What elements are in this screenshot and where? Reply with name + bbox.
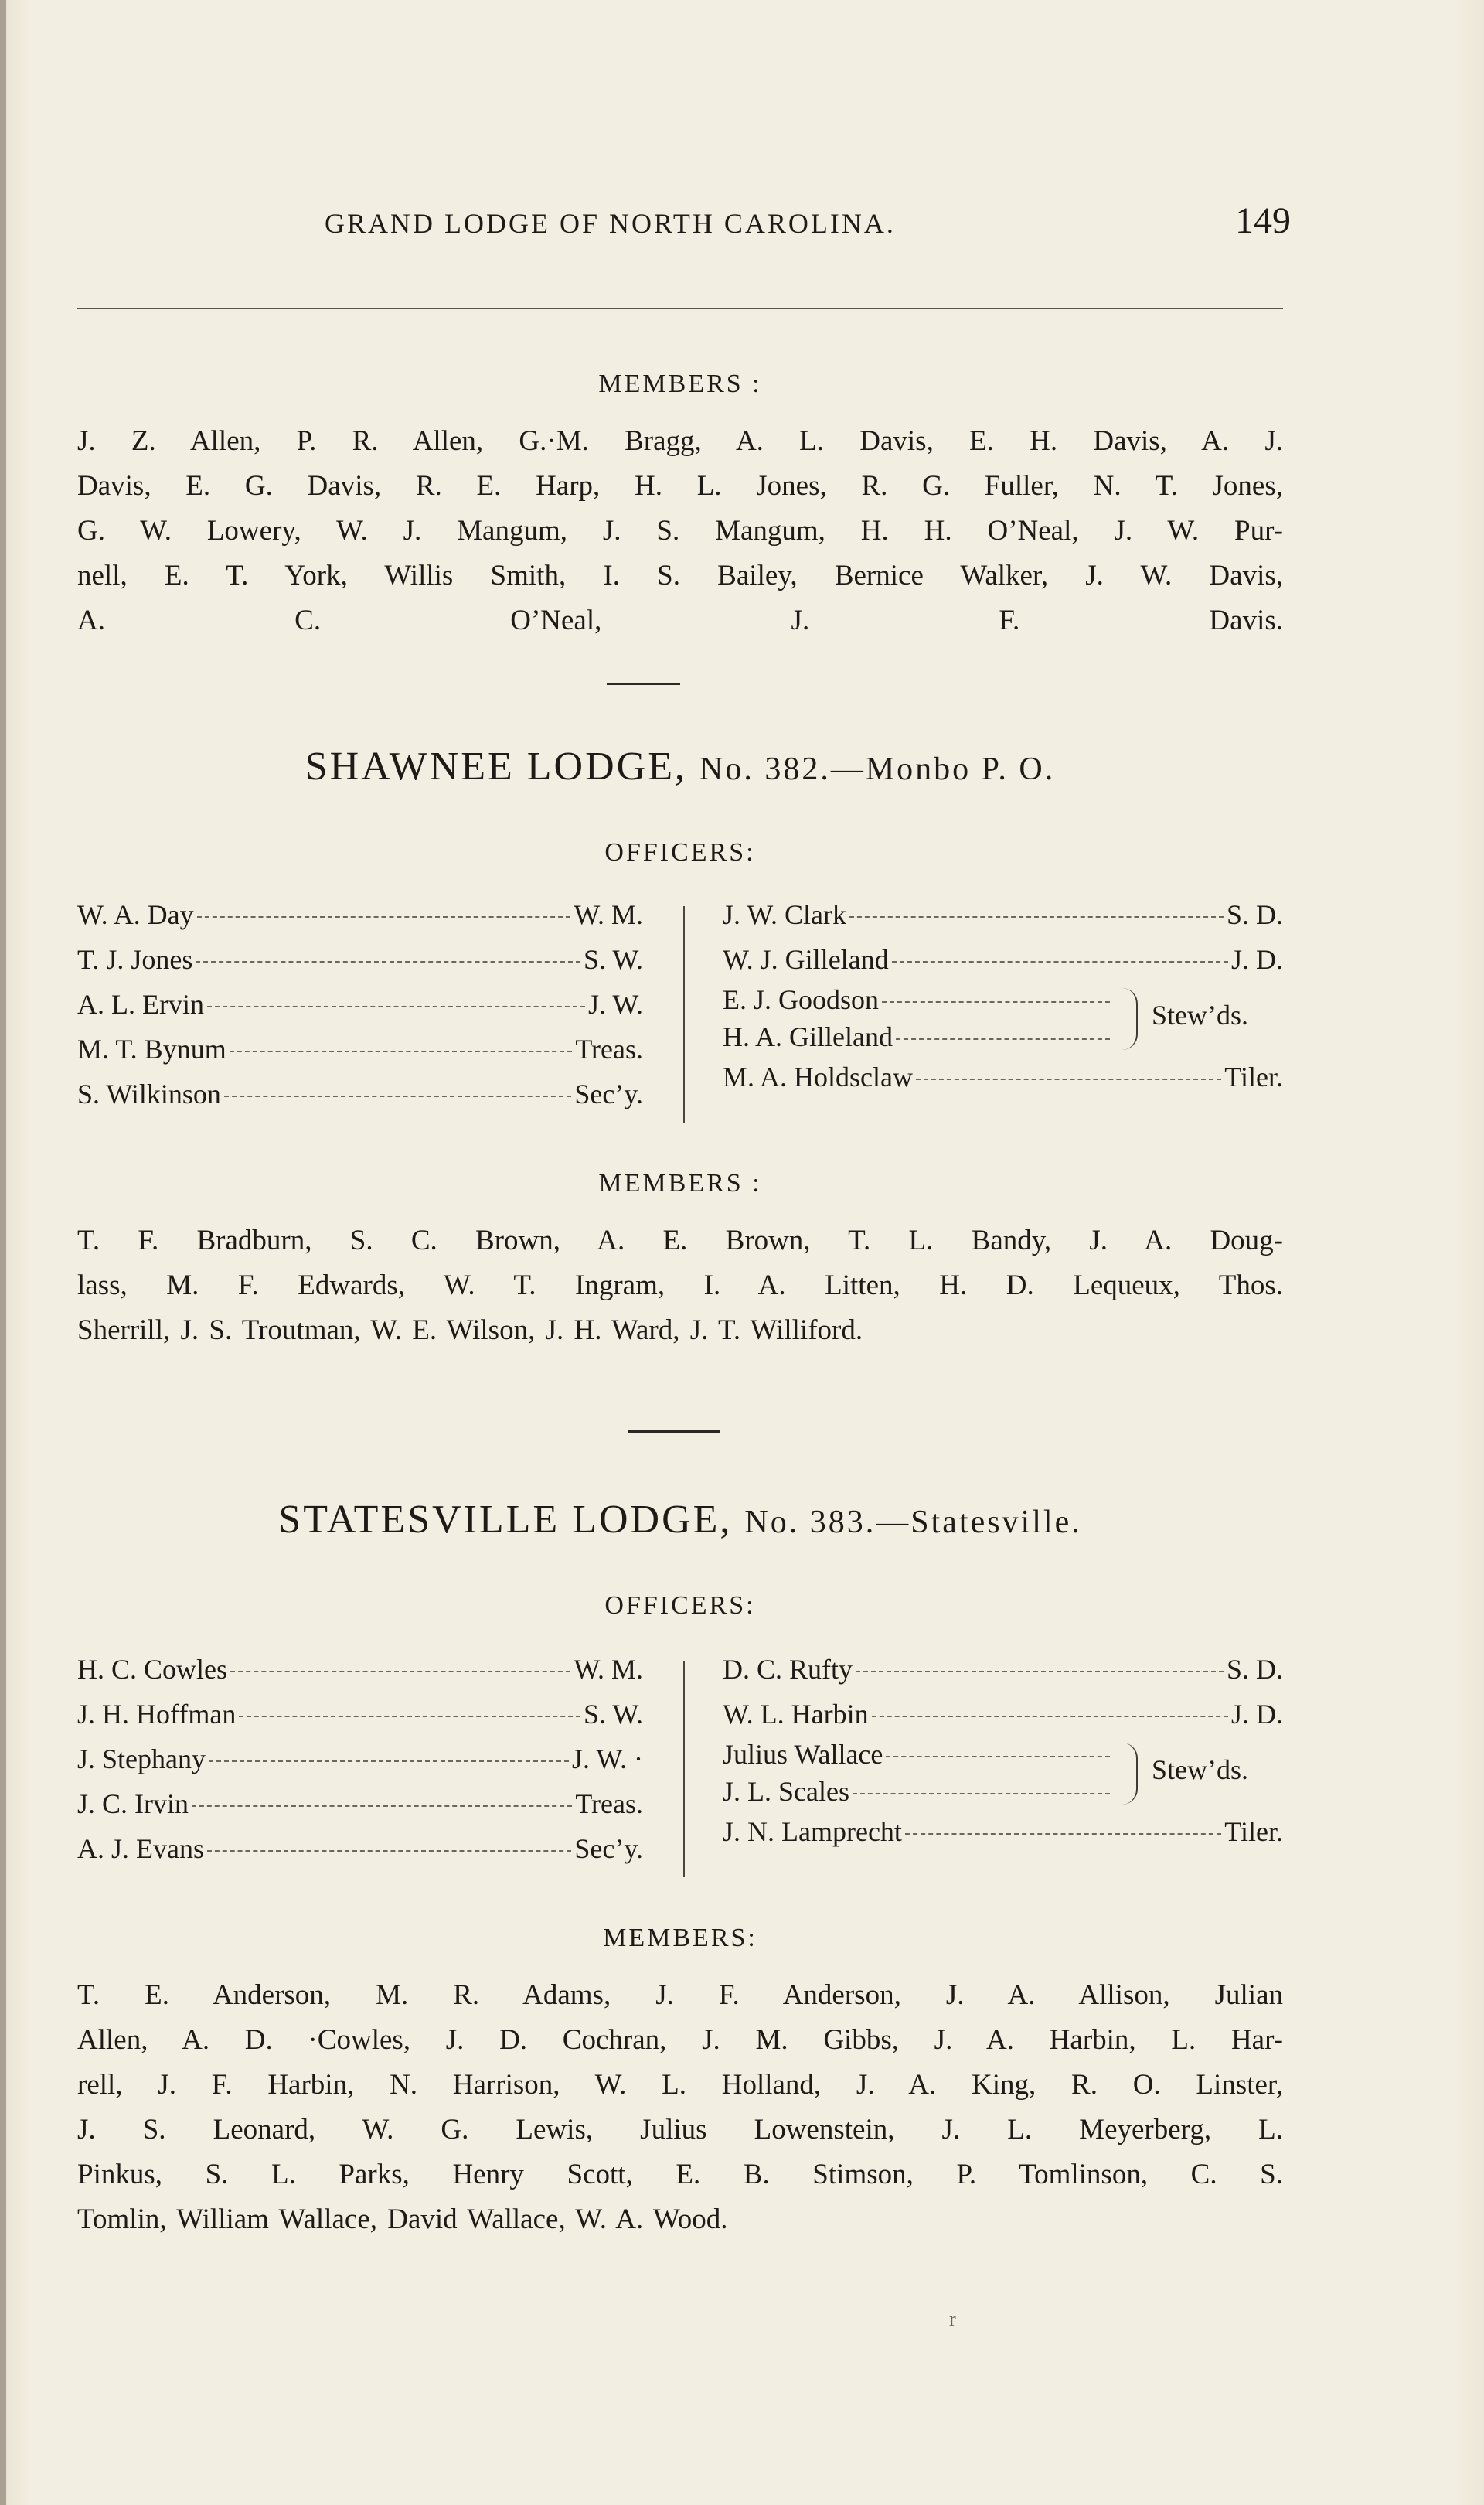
officer-name: A. L. Ervin [77,989,204,1020]
officers-table-shawnee [77,898,1283,1130]
page-spine-edge [0,0,6,2505]
stewards-brace [1122,988,1138,1050]
officer-title: Treas. [575,1788,643,1819]
officer-name: J. H. Hoffman [77,1699,237,1730]
members-line: Allen, A. D. ·Cowles, J. D. Cochran, J. M. Gibbs, J. A. Harbin, L. Har- [77,2024,1283,2056]
officer-name: J. N. Lamprecht [723,1816,902,1847]
lodge-name: SHAWNEE LODGE, [305,745,687,789]
dot-leader [207,1850,571,1852]
members-line: Davis, E. G. Davis, R. E. Harp, H. L. Jones, R. G. Fuller, N. T. Jones, [77,470,1283,502]
lodge-title-statesville [77,1497,1283,1542]
officer-row [77,1078,643,1123]
stray-mark: r [949,2308,956,2330]
officers-right-column [723,1653,1283,1860]
stewards-group [723,1738,1283,1815]
stewards-group [723,983,1283,1061]
officer-row [77,1832,643,1877]
dot-leader [905,1833,1221,1835]
members-line: T. E. Anderson, M. R. Adams, J. F. Anderson, J. A. Allison, Julian [77,1979,1283,2011]
officers-table-statesville [77,1653,1283,1885]
dot-leader [886,1756,1110,1757]
steward-name: E. J. Goodson [723,984,880,1015]
officer-title: J. W. · [571,1743,643,1774]
officers-left-column [77,1653,643,1877]
steward-name: J. L. Scales [723,1776,849,1807]
dot-leader [207,1006,585,1007]
members-line: Sherrill, J. S. Troutman, W. E. Wilson, J. H. Ward, J. T. Williford. [77,1314,863,1346]
steward-row [723,1738,1113,1775]
members-paragraph [77,1973,1283,2242]
officers-right-column [723,898,1283,1106]
officer-row [723,898,1283,943]
officer-title: Sec’y. [574,1833,643,1864]
steward-row [723,1021,1113,1058]
members-paragraph [77,419,1283,643]
officer-title: J. D. [1230,1699,1283,1730]
dot-leader [853,1793,1110,1794]
members-heading: MEMBERS : [598,370,762,398]
officer-row [723,1698,1283,1743]
officers-left-column [77,898,643,1123]
page-number: 149 [1235,200,1291,241]
officer-name: J. W. Clark [723,899,847,930]
dot-leader [916,1079,1221,1080]
officer-title: S. W. [583,944,643,975]
column-divider [683,1661,685,1877]
officer-row [77,1788,643,1832]
dot-leader [197,916,571,918]
officer-name: A. J. Evans [77,1833,204,1864]
officer-row [77,1698,643,1743]
officer-title: S. D. [1226,899,1283,930]
section-divider [607,683,680,685]
officer-name: J. Stephany [77,1743,206,1774]
officer-title: Sec’y. [574,1079,643,1109]
dot-leader [230,1051,573,1052]
officer-title: J. W. [587,989,643,1020]
members-heading: MEMBERS : [598,1169,762,1198]
column-divider [683,906,685,1123]
dot-leader [224,1096,571,1097]
members-line: lass, M. F. Edwards, W. T. Ingram, I. A. Litten, H. D. Lequeux, Thos. [77,1270,1283,1301]
officer-title: S. D. [1226,1654,1283,1685]
lodge-place: —Monbo P. O. [830,752,1056,787]
header-rule [77,308,1283,309]
running-title: GRAND LODGE OF NORTH CAROLINA. [325,208,896,239]
dot-leader [872,1716,1228,1717]
officer-title: S. W. [583,1699,643,1730]
members-line: J. Z. Allen, P. R. Allen, G.·M. Bragg, A. L. Davis, E. H. Davis, A. J. [77,425,1283,457]
running-header [77,199,1291,246]
officer-row [723,1653,1283,1698]
dot-leader [892,961,1228,963]
officer-row [77,898,643,943]
steward-name: Julius Wallace [723,1739,883,1770]
stewards-title: Stew’ds. [1152,1000,1248,1031]
officer-name: M. A. Holdsclaw [723,1062,913,1092]
members-line: rell, J. F. Harbin, N. Harrison, W. L. Holland, J. A. King, R. O. Linster, [77,2069,1283,2101]
officer-name: D. C. Rufty [723,1654,853,1685]
dot-leader [896,1038,1110,1040]
members-paragraph [77,1218,1283,1353]
members-line: J. S. Leonard, W. G. Lewis, Julius Lowenstein, J. L. Meyerberg, L. [77,2114,1283,2145]
steward-name: H. A. Gilleland [723,1021,893,1052]
members-line: Tomlin, William Wallace, David Wallace, W. A. Wood. [77,2203,728,2235]
officer-name: J. C. Irvin [77,1788,189,1819]
officer-row [77,1653,643,1698]
officer-name: M. T. Bynum [77,1034,226,1065]
members-line: T. F. Bradburn, S. C. Brown, A. E. Brown, T. L. Bandy, J. A. Doug- [77,1225,1283,1256]
officer-row [723,1815,1283,1860]
dot-leader [856,1671,1224,1672]
lodge-name: STATESVILLE LODGE, [278,1498,733,1542]
steward-row [723,983,1113,1021]
stewards-names [723,983,1113,1058]
stewards-names [723,1738,1113,1812]
dot-leader [849,916,1224,918]
members-line: nell, E. T. York, Willis Smith, I. S. Bailey, Bernice Walker, J. W. Davis, [77,560,1283,591]
lodge-title-shawnee [77,744,1283,789]
lodge-number: No. 382. [699,752,831,787]
members-line: G. W. Lowery, W. J. Mangum, J. S. Mangum, H. H. O’Neal, J. W. Pur- [77,515,1283,547]
dot-leader [209,1760,569,1762]
officer-name: W. L. Harbin [723,1699,869,1730]
officer-name: W. J. Gilleland [723,944,889,975]
officer-row [77,1743,643,1788]
officers-heading: OFFICERS: [604,838,756,867]
officer-title: J. D. [1230,944,1283,975]
officer-title: W. M. [574,899,643,930]
dot-leader [230,1671,570,1672]
officer-name: T. J. Jones [77,944,193,975]
stewards-title: Stew’ds. [1152,1754,1248,1785]
officer-row [723,943,1283,988]
stewards-brace [1122,1743,1138,1805]
members-line: Pinkus, S. L. Parks, Henry Scott, E. B. Stimson, P. Tomlinson, C. S. [77,2159,1283,2190]
section-divider [628,1430,720,1433]
dot-leader [196,961,580,963]
lodge-number: No. 383. [744,1505,876,1540]
members-line: A. C. O’Neal, J. F. Davis. [77,605,1283,636]
dot-leader [192,1805,572,1807]
officer-title: Treas. [575,1034,643,1065]
members-heading: MEMBERS: [603,1924,757,1952]
officer-title: Tiler. [1224,1816,1283,1847]
officer-title: W. M. [574,1654,643,1685]
officer-row [723,1061,1283,1106]
dot-leader [882,1001,1110,1003]
officers-heading: OFFICERS: [604,1591,756,1620]
officer-row [77,943,643,988]
officer-name: W. A. Day [77,899,194,930]
lodge-place: —Statesville. [876,1505,1082,1540]
officer-row [77,1033,643,1078]
officer-name: S. Wilkinson [77,1079,221,1109]
dot-leader [239,1716,580,1717]
steward-row [723,1775,1113,1812]
officer-row [77,988,643,1033]
officer-name: H. C. Cowles [77,1654,228,1685]
officer-title: Tiler. [1224,1062,1283,1092]
